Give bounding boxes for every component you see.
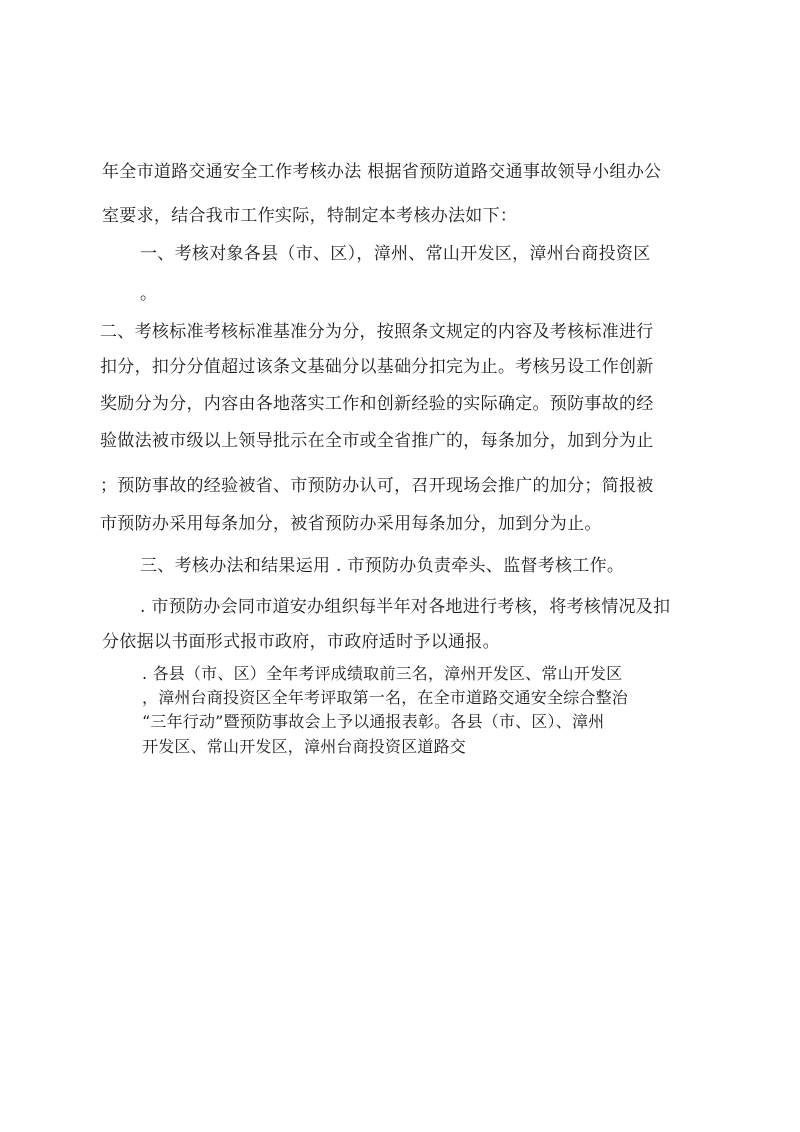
paragraph-line-17: 开发区、常山开发区，漳州台商投资区道路交 — [142, 737, 467, 756]
paragraph-line-12: . 市预防办会同市道安办组织每半年对各地进行考核，将考核情况及扣 — [140, 597, 671, 617]
paragraph-line-4: 。 — [140, 284, 158, 304]
paragraph-line-9: ；预防事故的经验被省、市预防办认可，召开现场会推广的加分；简报被 — [100, 476, 654, 496]
paragraph-line-10: 市预防办采用每条加分，被省预防办采用每条加分，加到分为止。 — [100, 514, 602, 534]
paragraph-line-8: 验做法被市级以上领导批示在全市或全省推广的，每条加分，加到分为止 — [100, 431, 654, 451]
paragraph-line-6: 扣分，扣分分值超过该条文基础分以基础分扣完为止。考核另设工作创新 — [100, 357, 654, 377]
paragraph-line-13: 分依据以书面形式报市政府，市政府适时予以通报。 — [102, 632, 500, 652]
paragraph-line-2: 室要求，结合我市工作实际，特制定本考核办法如下： — [102, 206, 518, 226]
paragraph-line-3: 一、考核对象各县（市、区），漳州、常山开发区，漳州台商投资区 — [140, 244, 651, 264]
paragraph-line-11: 三、考核办法和结果运用 . 市预防办负责牵头、监督考核工作。 — [140, 556, 625, 576]
paragraph-line-16: “三年行动”暨预防事故会上予以通报表彰。各县（市、区）、漳州 — [142, 712, 605, 731]
paragraph-line-5: 二、考核标准考核标准基准分为分，按照条文规定的内容及考核标准进行 — [100, 322, 654, 342]
paragraph-line-15: ，漳州台商投资区全年考评取第一名，在全市道路交通安全综合整治 — [142, 688, 629, 707]
paragraph-line-7: 奖励分为分，内容由各地落实工作和创新经验的实际确定。预防事故的经 — [100, 394, 654, 414]
paragraph-line-1: 年全市道路交通安全工作考核办法 根据省预防道路交通事故领导小组办公 — [102, 162, 662, 182]
paragraph-line-14: . 各县（市、区）全年考评成绩取前三名，漳州开发区、常山开发区 — [142, 664, 623, 683]
